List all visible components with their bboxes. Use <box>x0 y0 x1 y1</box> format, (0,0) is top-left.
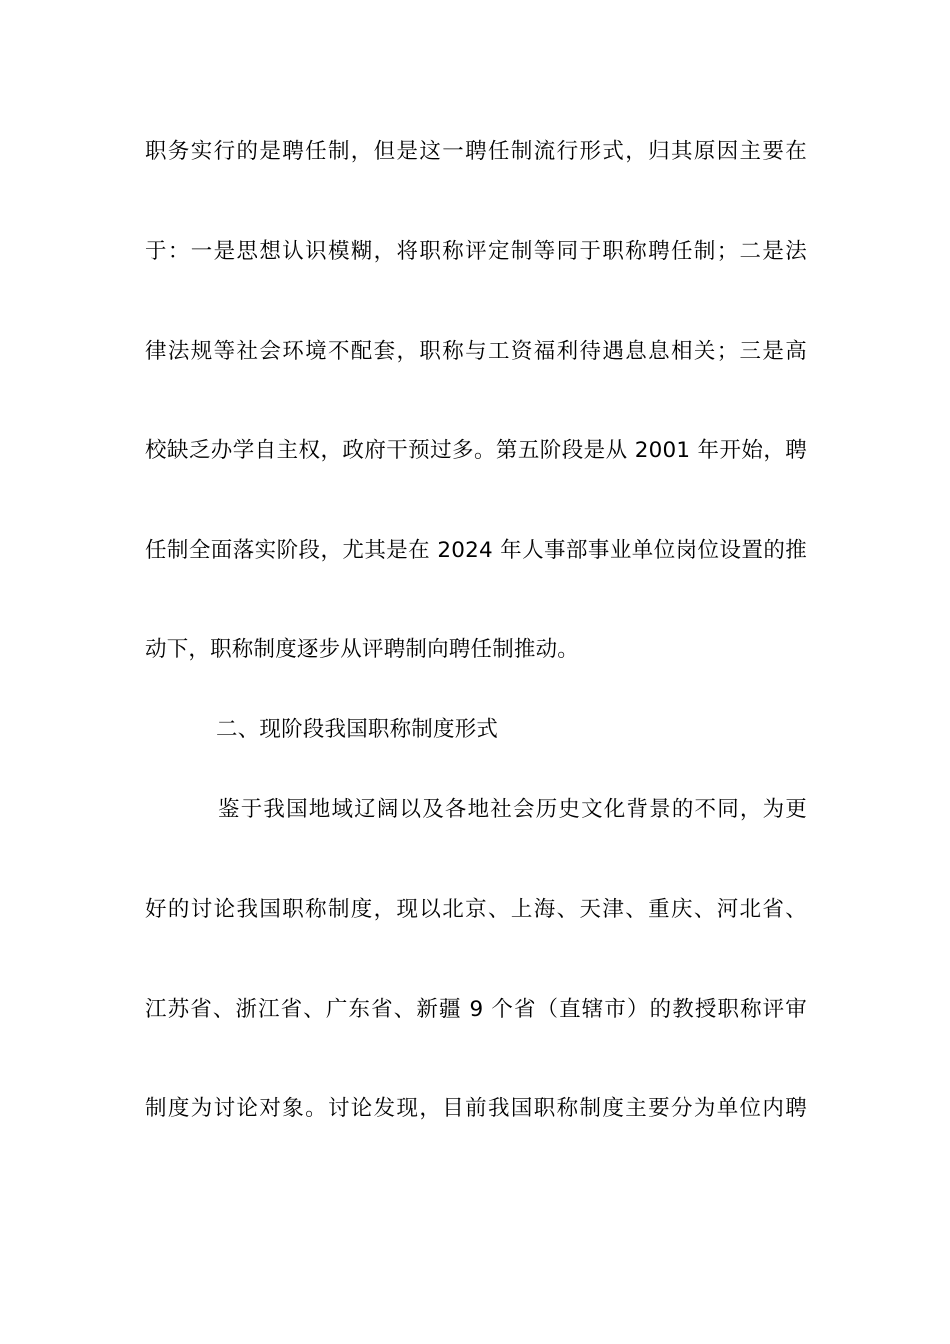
text-line-1: 职务实行的是聘任制，但是这一聘任制流行形式，归其原因主要在 <box>145 139 807 164</box>
paragraph2-line-4: 制度为讨论对象。讨论发现，目前我国职称制度主要分为单位内聘 <box>145 1096 807 1121</box>
text-line-6: 动下，职称制度逐步从评聘制向聘任制推动。 <box>145 637 580 662</box>
text-line-5: 任制全面落实阶段，尤其是在 2024 年人事部事业单位岗位设置的推 <box>145 538 807 563</box>
text-line-3: 律法规等社会环境不配套，职称与工资福利待遇息息相关；三是高 <box>145 339 807 364</box>
section-heading: 二、现阶段我国职称制度形式 <box>216 717 499 742</box>
paragraph2-line-1: 鉴于我国地域辽阔以及各地社会历史文化背景的不同，为更 <box>218 797 807 822</box>
text-line-2: 于：一是思想认识模糊，将职称评定制等同于职称聘任制；二是法 <box>145 239 807 264</box>
paragraph2-line-2: 好的讨论我国职称制度，现以北京、上海、天津、重庆、河北省、 <box>145 897 807 922</box>
text-line-4: 校缺乏办学自主权，政府干预过多。第五阶段是从 2001 年开始，聘 <box>145 438 807 463</box>
paragraph2-line-3: 江苏省、浙江省、广东省、新疆 9 个省（直辖市）的教授职称评审 <box>145 997 807 1022</box>
